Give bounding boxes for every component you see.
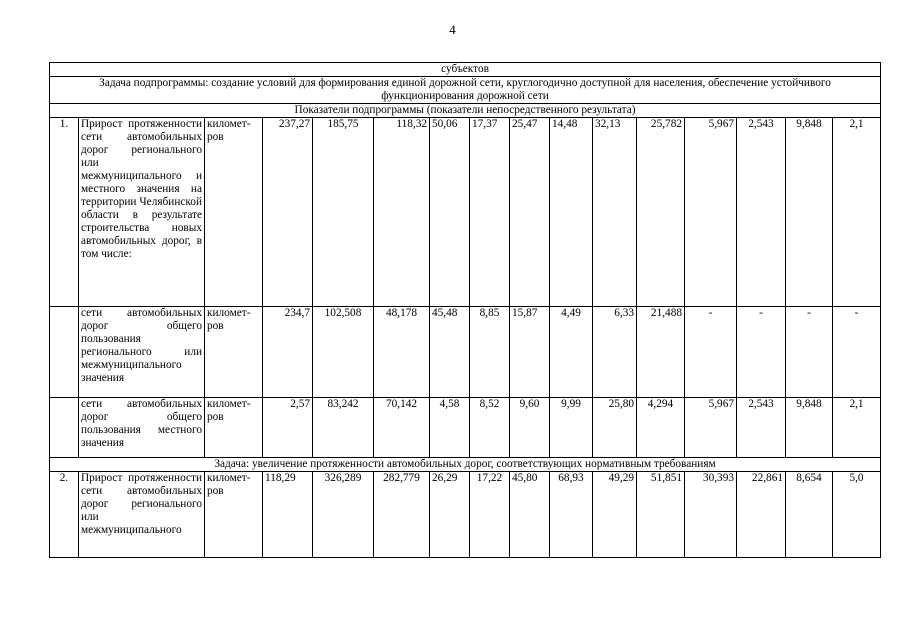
table-row	[50, 63, 881, 77]
value-cell: 51,851	[637, 472, 685, 558]
row-unit: километ-ров	[205, 398, 263, 458]
value-cell: 5,967	[685, 398, 737, 458]
table-row	[50, 472, 881, 558]
indicators-table	[49, 62, 881, 558]
value-cell: 9,848	[786, 118, 833, 307]
table-row	[50, 458, 881, 472]
value-cell: 234,7	[263, 307, 313, 398]
row-description: сети автомобильных дорог общего пользования местного значения	[79, 398, 205, 458]
value-cell: 48,178	[374, 307, 430, 398]
value-cell: 68,93	[550, 472, 593, 558]
row-description: Прирост протяженности сети автомобильных дорог регионального или межмуниципального	[79, 472, 205, 558]
value-cell: 9,60	[510, 398, 550, 458]
value-cell: 70,142	[374, 398, 430, 458]
value-cell: 237,27	[263, 118, 313, 307]
value-cell: 9,848	[786, 398, 833, 458]
value-cell: 8,85	[470, 307, 510, 398]
value-cell: 30,393	[685, 472, 737, 558]
value-cell: 282,779	[374, 472, 430, 558]
value-cell: 32,13	[593, 118, 637, 307]
value-cell: 4,294	[637, 398, 685, 458]
table-row	[50, 118, 881, 307]
value-cell: 8,52	[470, 398, 510, 458]
value-cell: 5,0	[833, 472, 881, 558]
value-cell: -	[833, 307, 881, 398]
row-description: Прирост протяженности сети автомобильных дорог регионального или межмуниципального и местного значения на территории Челябинской области в результате строительства новых автомобильных дорог, в том числе:	[79, 118, 205, 307]
value-cell: 49,29	[593, 472, 637, 558]
value-cell: 22,861	[737, 472, 786, 558]
row-number	[50, 398, 79, 458]
value-cell: 25,782	[637, 118, 685, 307]
value-cell: 45,80	[510, 472, 550, 558]
value-cell: 2,1	[833, 398, 881, 458]
value-cell: 17,37	[470, 118, 510, 307]
value-cell: 4,49	[550, 307, 593, 398]
value-cell: 102,508	[313, 307, 374, 398]
value-cell: 326,289	[313, 472, 374, 558]
row-unit: километ-ров	[205, 307, 263, 398]
page-number: 4	[449, 22, 456, 37]
value-cell: 118,32	[374, 118, 430, 307]
value-cell: 5,967	[685, 118, 737, 307]
value-cell: 26,29	[430, 472, 470, 558]
value-cell: 8,654	[786, 472, 833, 558]
table-row	[50, 104, 881, 118]
value-cell: 4,58	[430, 398, 470, 458]
indicators-heading: Показатели подпрограммы (показатели непосредственного результата)	[50, 104, 881, 118]
task-main: Задача подпрограммы: создание условий для формирования единой дорожной сети, круглогодично доступной для населения, обеспечение устойчивого функционирования дорожной сети	[50, 77, 881, 104]
value-cell: 21,488	[637, 307, 685, 398]
value-cell: 2,57	[263, 398, 313, 458]
value-cell: 83,242	[313, 398, 374, 458]
value-cell: -	[685, 307, 737, 398]
value-cell: 25,47	[510, 118, 550, 307]
value-cell: 14,48	[550, 118, 593, 307]
value-cell: 50,06	[430, 118, 470, 307]
value-cell: 2,543	[737, 398, 786, 458]
table-row	[50, 77, 881, 104]
value-cell: 6,33	[593, 307, 637, 398]
task-second: Задача: увеличение протяженности автомобильных дорог, соответствующих нормативным требованиям	[50, 458, 881, 472]
row-number: 2.	[50, 472, 79, 558]
row-unit: километ-ров	[205, 472, 263, 558]
value-cell: -	[737, 307, 786, 398]
table-row	[50, 307, 881, 398]
row-description: сети автомобильных дорог общего пользования регионального или межмуниципального значения	[79, 307, 205, 398]
value-cell: 25,80	[593, 398, 637, 458]
header-row-text: субъектов	[50, 63, 881, 77]
value-cell: 118,29	[263, 472, 313, 558]
row-unit: километ-ров	[205, 118, 263, 307]
value-cell: 2,543	[737, 118, 786, 307]
row-number: 1.	[50, 118, 79, 307]
value-cell: 185,75	[313, 118, 374, 307]
value-cell: 45,48	[430, 307, 470, 398]
table-row	[50, 398, 881, 458]
value-cell: 17,22	[470, 472, 510, 558]
value-cell: 2,1	[833, 118, 881, 307]
value-cell: -	[786, 307, 833, 398]
value-cell: 15,87	[510, 307, 550, 398]
value-cell: 9,99	[550, 398, 593, 458]
row-number	[50, 307, 79, 398]
